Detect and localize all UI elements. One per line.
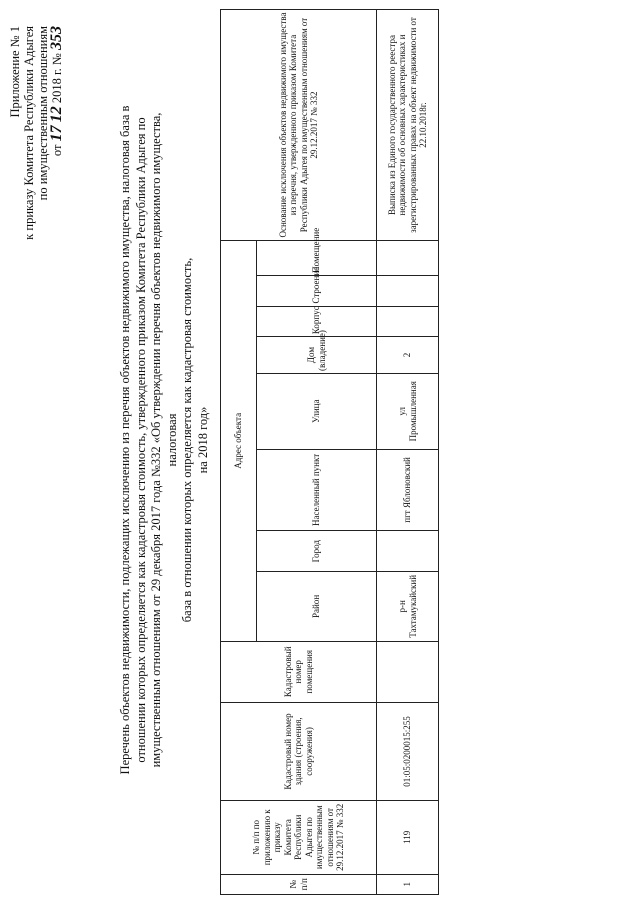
objects-table — [220, 9, 439, 895]
title-line: на 2018 год» — [195, 406, 210, 474]
cell-structure — [377, 275, 439, 306]
cell-building — [377, 306, 439, 337]
cell-district: р-н Тахтамукайский — [377, 572, 439, 641]
header-street: Улица — [257, 373, 377, 449]
header-district: Район — [257, 572, 377, 641]
header-premises: Помещение — [257, 241, 377, 276]
appendix-line-2: к приказу Комитета Республики Адыгея — [22, 26, 36, 240]
title-line: Перечень объектов недвижимости, подлежащих исключению из перечня объектов недвижимого имущества, налоговая база в — [118, 105, 132, 775]
title-line: база в отношении которых определяется как кадастровая стоимость, — [180, 257, 194, 623]
header-city: Город — [257, 531, 377, 572]
cell-premises — [377, 241, 439, 276]
title-line: отношении которых определяется как кадастровая стоимость, утвержденного приказом Комитета Республики Адыгея по — [133, 117, 148, 763]
cell-settlement: пгт Яблоновский — [377, 449, 439, 531]
appendix-line-1: Приложение № 1 — [8, 26, 22, 118]
header-row-top — [221, 10, 257, 895]
cell-num-by-order: 119 — [377, 801, 439, 875]
appendix-header — [8, 26, 64, 356]
header-building: Корпус — [257, 306, 377, 337]
cell-city — [377, 531, 439, 572]
cell-room-cadastral — [377, 641, 439, 702]
order-number: 353 — [48, 26, 65, 50]
header-num-by-order: № п/п по приложению к приказу Комитета Республики Адыгея по имущественным отношениям от 29.12.2017 № 332 — [221, 801, 377, 875]
header-basis: Основание исключения объектов недвижимого имущества из перечня, утвержденного приказом Комитета Республики Адыгея по имущественным отношениям от 29.12.2017 № 332 — [221, 10, 377, 241]
header-structure: Строение — [257, 275, 377, 306]
header-num: № п/п — [221, 874, 377, 894]
appendix-date-line — [50, 26, 64, 356]
document-title — [118, 95, 211, 785]
header-address-group: Адрес объекта — [221, 241, 257, 642]
cell-num: 1 — [377, 874, 439, 894]
date-year: 2018 г. — [50, 68, 64, 104]
date-month: 12 — [48, 106, 65, 123]
header-room-cadastral: Кадастровый номер помещения — [221, 641, 377, 702]
cell-house: 2 — [377, 337, 439, 374]
title-line: имущественным отношениям от 29 декабря 2017 года №332 «Об утверждении перечня объектов недвижимого имущества, налоговая — [149, 112, 179, 768]
appendix-line-3: по имущественным отношениям — [36, 26, 50, 201]
header-building-cadastral: Кадастровый номер здания (строения, сооружения) — [221, 702, 377, 800]
table-row — [377, 10, 439, 895]
header-settlement: Населенный пункт — [257, 449, 377, 531]
cell-building-cadastral: 01:05:0200015:255 — [377, 702, 439, 800]
header-house: Дом (владение) — [257, 337, 377, 374]
cell-basis: Выписка из Единого государственного реестра недвижимости об основных характеристиках и зарегистрированных правах на объект недвижимости от 22.10.2018г. — [377, 10, 439, 241]
date-prefix: от — [50, 144, 64, 157]
number-prefix: № — [50, 53, 64, 66]
cell-street: ул Промышленная — [377, 373, 439, 449]
date-day: 17 — [48, 125, 65, 142]
